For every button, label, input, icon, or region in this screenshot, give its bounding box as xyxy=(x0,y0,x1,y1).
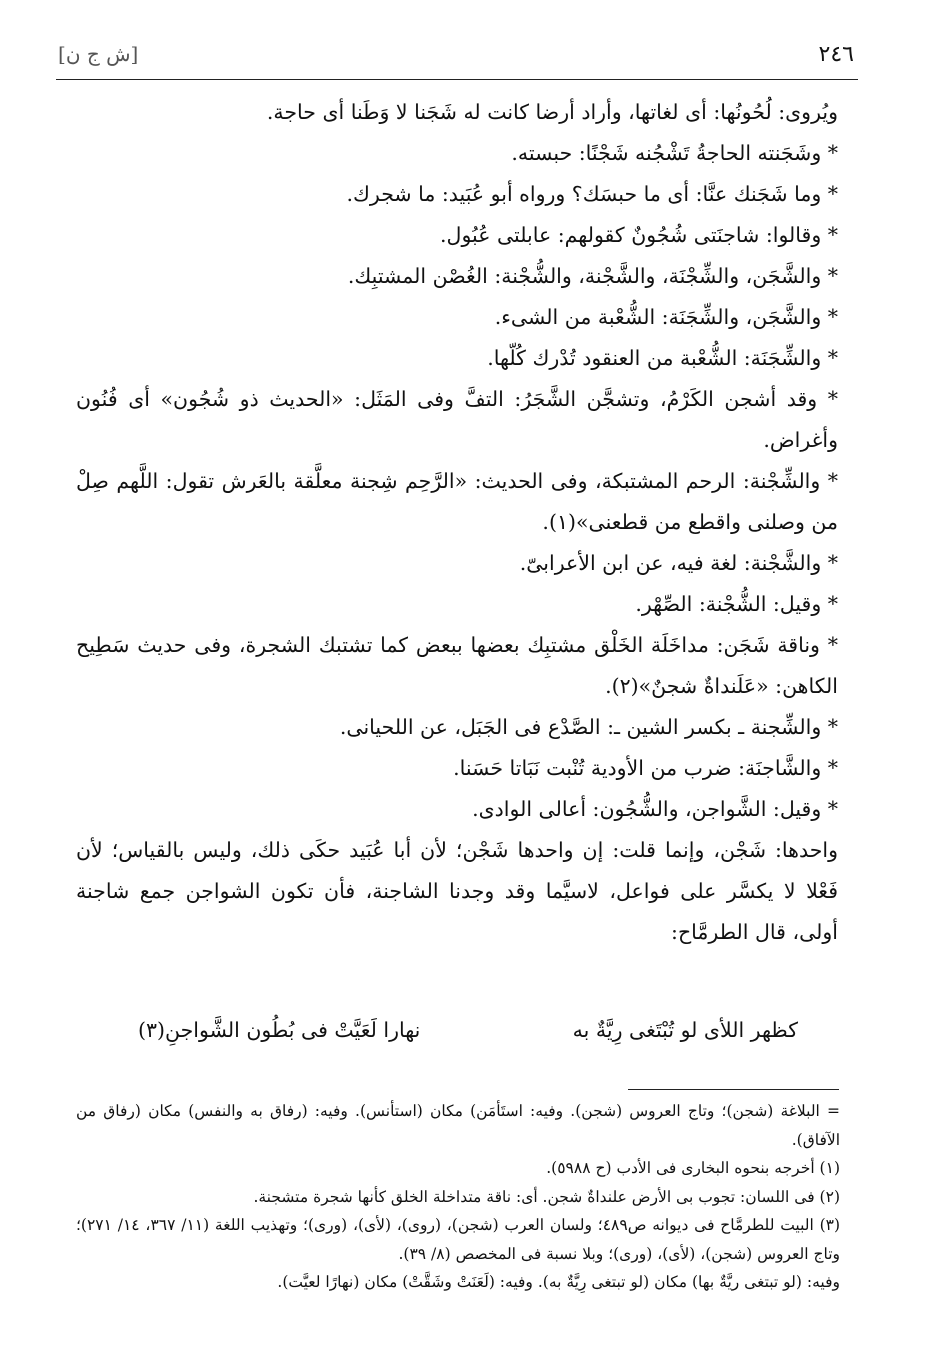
entry-line: * والشِّجنة ـ بكسر الشين ـ: الصَّدْع فى الجَبَل، عن اللحيانى. xyxy=(339,715,838,739)
entry-line: * وقالوا: شاجنَتى شُجُونٌ كقولهم: عابلتى عُبُول. xyxy=(440,223,838,247)
footnote: (١) أخرجه بنحوه البخارى فى الأدب (ح ٥٩٨٨). xyxy=(546,1159,840,1177)
entry-line: * وقيل: الشَّواجن، والشُّجُون: أعالى الوادى. xyxy=(472,797,838,821)
verse-second-hemistich: نهارا لَعَيَّتْ فى بُطُون الشَّواجنِ(٣) xyxy=(138,1018,421,1042)
page-header xyxy=(58,40,854,76)
body-text xyxy=(76,92,838,953)
footnote: وفيه: (لو تبتغى ريَّةٌ بها) مكان (لو تبتغى رِيَّةٌ به). وفيه: (لَعَنَتْ وشَقَّتْ) مكان (نهارًا لعيَّت). xyxy=(277,1273,840,1291)
running-head: [ش ج ن] xyxy=(58,42,139,66)
entry-line: * وما شَجَنك عنَّا: أى ما حبسَك؟ ورواه أبو عُبَيد: ما شجرك. xyxy=(346,182,838,206)
footnote: = البلاغة (شجن)؛ وتاج العروس (شجن). وفيه: استَأمَن) مكان (استأنس). وفيه: (رفاق به والنفس) مكان (رفاق من الآفاق). xyxy=(76,1102,840,1149)
entry-line: * والشِّجَنَة: الشُّعْبة من العنقود تُدْرك كُلّها. xyxy=(487,346,838,370)
text-paragraph: واحدها: شَجْن، وإنما قلت: إن واحدها شَجْن؛ لأن أبا عُبَيد حكَى ذلك، وليس بالقياس؛ لأن فَعْلا لا يكسَّر على فواعل، لاسيَّما وقد وجدنا الشاجنة، فأن تكون الشواجن جمع شاجنة أولى، قال الطرمَّاح: xyxy=(76,838,838,944)
footnote: (٢) فى اللسان: تجوب بى الأرض علنداةٌ شجن. أى: ناقة متداخلة الخلق كأنها شجرة متشجنة. xyxy=(253,1187,840,1206)
footnote-rule xyxy=(628,1089,839,1090)
entry-line: * وشَجَنته الحاجةُ تَشْجُنه شَجْنًا: حبسته. xyxy=(511,141,838,165)
entry-line: * وناقة شَجَن: مداخَلَة الخَلْق مشتبِك بعضها ببعض كما تشتبك الشجرة، وفى حديث سَطِيح الكاهن: «عَلَنداةٌ شجنٌ»(٢). xyxy=(76,633,838,698)
entry-line: * والشَّجَن، والشِّجَنَة: الشُّعْبة من الشىء. xyxy=(494,305,838,329)
header-rule xyxy=(56,79,858,80)
entry-line: * والشِّجْنة: الرحم المشتبكة، وفى الحديث: «الرَّحِم شِجنة معلَّقة بالعَرش تقول: اللَّهم صِلْ من وصلنى واقطع من قطعنى»(١). xyxy=(76,469,838,534)
entry-line: * والشَّجْنة: لغة فيه، عن ابن الأعرابىّ. xyxy=(519,551,838,575)
footnotes xyxy=(76,1097,840,1297)
page-number: ٢٤٦ xyxy=(818,42,854,67)
footnote: (٣) البيت للطرمَّاح فى ديوانه ص٤٨٩؛ ولسان العرب (شجن)، (روى)، (لأى)، (ورى)؛ وتهذيب اللغة (١١/ ٣٦٧، ١٤/ ٢٧١)؛ وتاج العروس (شجن)، (لأى)، (ورى)؛ وبلا نسبة فى المخصص (٨/ ٣٩). xyxy=(76,1216,841,1263)
text-line: ويُروى: لُحُونُها: أى لغاتها، وأراد أرضا كانت له شَجَنا لا وَطَنا أى حاجة. xyxy=(266,100,838,124)
entry-line: * والشَّاجنَة: ضرب من الأودية تُنْبت نَبَاتا حَسَنا. xyxy=(453,756,838,780)
entry-line: * وقد أشجن الكَرْمُ، وتشجَّن الشَّجَرُ: التفَّ وفى المَثَل: «الحديث ذو شُجُون» أى فُنُون وأغراض. xyxy=(76,387,838,452)
entry-line: * والشَّجَن، والشِّجْنَة، والشَّجْنة، والشُّجْنة: الغُصْن المشتبِك. xyxy=(347,264,838,288)
entry-line: * وقيل: الشُّجْنة: الصِّهْر. xyxy=(635,592,838,616)
poetry-verse xyxy=(138,1018,798,1062)
verse-first-hemistich: كظهر اللأى لو تُبْتَغى رِيَّةٌ به xyxy=(572,1018,798,1042)
